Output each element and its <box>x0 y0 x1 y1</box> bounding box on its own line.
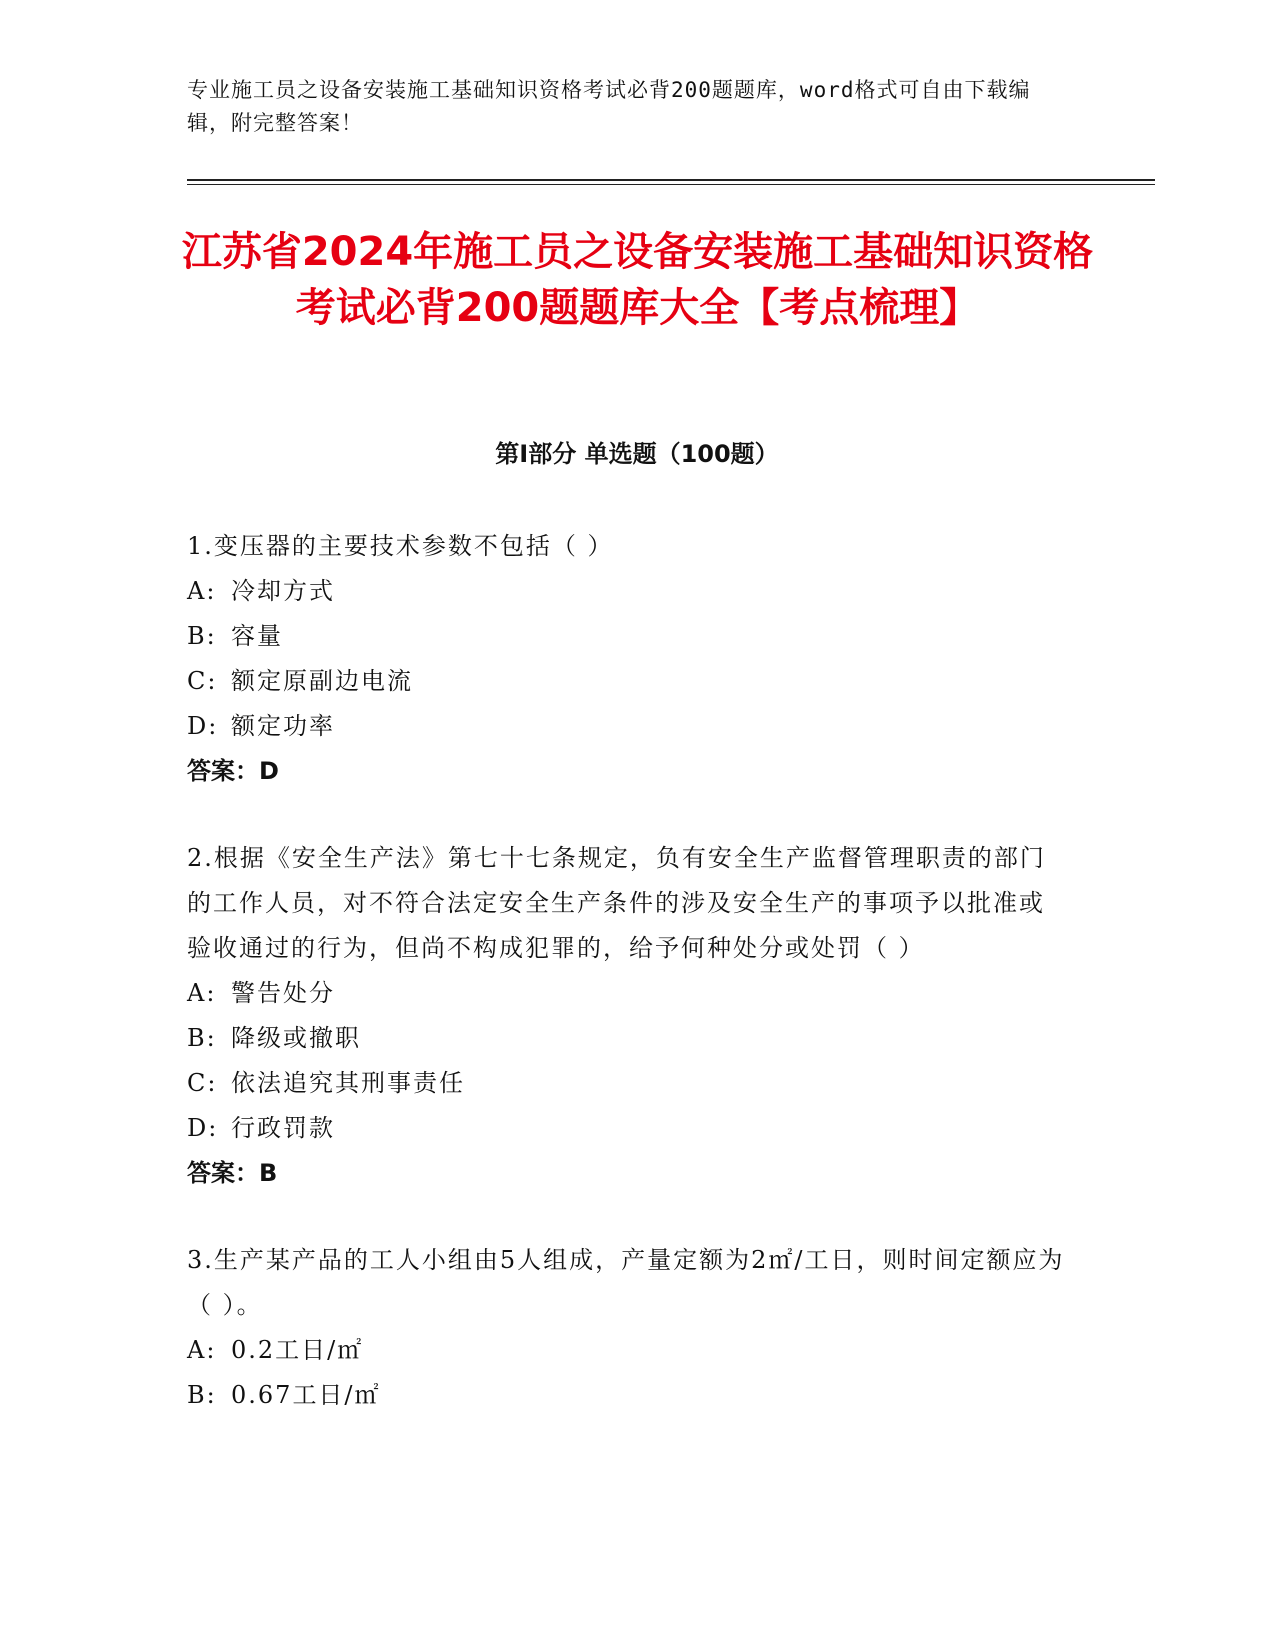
option-c <box>187 659 1067 704</box>
option-text: 冷却方式 <box>231 577 335 605</box>
option-key: C: <box>187 1069 218 1097</box>
answer-line: 答案：D <box>187 757 279 785</box>
answer-line: 答案：B <box>187 1159 278 1187</box>
option-text: 行政罚款 <box>231 1114 335 1142</box>
option-text: 依法追究其刑事责任 <box>231 1069 465 1097</box>
header-rule-thick <box>187 179 1155 181</box>
option-text: 额定功率 <box>231 712 335 740</box>
option-key: A: <box>187 1336 217 1364</box>
option-text: 容量 <box>231 622 283 650</box>
question-2 <box>187 836 1067 1196</box>
option-text: 0.67工日/㎡ <box>231 1381 381 1409</box>
option-a <box>187 1328 1067 1373</box>
option-key: D: <box>187 1114 219 1142</box>
question-3 <box>187 1238 1067 1418</box>
option-a <box>187 971 1067 1016</box>
option-key: D: <box>187 712 219 740</box>
option-text: 0.2工日/㎡ <box>231 1336 364 1364</box>
question-text: 2.根据《安全生产法》第七十七条规定，负有安全生产监督管理职责的部门的工作人员，对不符合法定安全生产条件的涉及安全生产的事项予以批准或验收通过的行为，但尚不构成犯罪的，给予何种处分或处罚（ ） <box>187 844 1046 962</box>
option-b <box>187 1373 1067 1418</box>
question-text: 1.变压器的主要技术参数不包括（ ） <box>187 532 614 560</box>
document-title: 江苏省2024年施工员之设备安装施工基础知识资格考试必背200题题库大全【考点梳理】 <box>181 229 1094 331</box>
option-key: B: <box>187 1381 217 1409</box>
option-c <box>187 1061 1067 1106</box>
option-b <box>187 614 1067 659</box>
option-text: 额定原副边电流 <box>231 667 413 695</box>
header-rule-thin <box>187 184 1155 185</box>
question-text: 3.生产某产品的工人小组由5人组成，产量定额为2㎡/工日，则时间定额应为（ ）。 <box>187 1246 1065 1319</box>
question-list <box>187 524 1067 1460</box>
option-text: 降级或撤职 <box>231 1024 361 1052</box>
option-d <box>187 1106 1067 1151</box>
option-a <box>187 569 1067 614</box>
option-key: A: <box>187 577 217 605</box>
option-key: A: <box>187 979 217 1007</box>
option-text: 警告处分 <box>231 979 335 1007</box>
header-note: 专业施工员之设备安装施工基础知识资格考试必背200题题库，word格式可自由下载编辑，附完整答案！ <box>187 78 1031 135</box>
option-key: B: <box>187 1024 217 1052</box>
option-key: B: <box>187 622 217 650</box>
option-d <box>187 704 1067 749</box>
option-b <box>187 1016 1067 1061</box>
question-1 <box>187 524 1067 794</box>
section-title: 第Ⅰ部分 单选题（100题） <box>495 440 779 468</box>
option-key: C: <box>187 667 218 695</box>
